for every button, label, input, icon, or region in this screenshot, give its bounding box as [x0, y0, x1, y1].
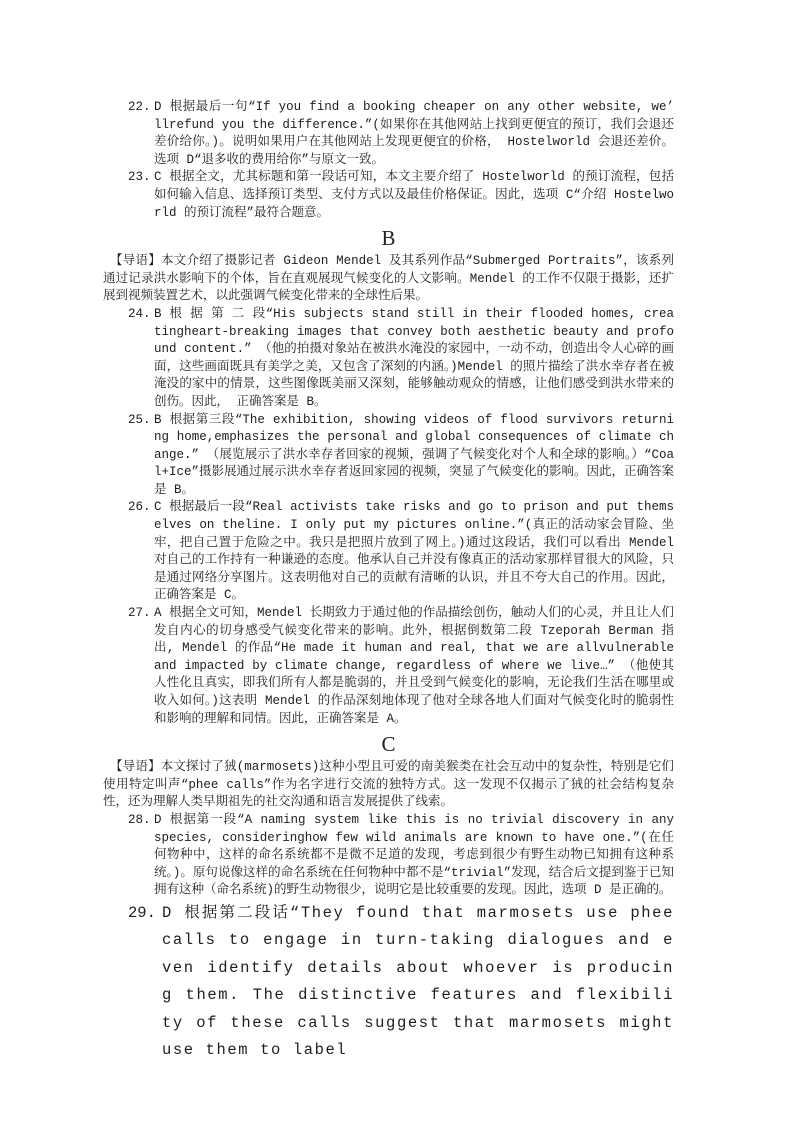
item-body-text: C 根据全文，尤其标题和第一段话可知，本文主要介绍了 Hostelworld 的预订流程，包括如何输入信息、选择预订类型、支付方式以及最佳价格保证。因此，选项 C“介绍 Hostelworld 的预订流程”最符合题意。	[154, 170, 674, 220]
answer-explanation-item	[103, 169, 674, 222]
item-number: 25.	[128, 412, 151, 427]
answer-explanation-item	[103, 812, 674, 900]
item-body-text: D 根据第一段“A naming system like this is no trivial discovery in any species, consideringhow few wild animals are known to have one.”(在任何物种中，这样的命名系统都不是微不足道的发现，考虑到很少有野生动物已知拥有这种系统。)。原句说像这样的命名系统在任何物种中都不是“trivial”发现，结合后文提到鉴于已知拥有这种（命名系统)的野生动物很少，说明它是比较重要的发现。因此，选项 D 是正确的。	[154, 812, 674, 898]
answer-explanation-item	[103, 499, 674, 605]
item-body-text: A 根据全文可知，Mendel 长期致力于通过他的作品描绘创伤，触动人们的心灵，并且让人们发自内心的切身感受气候变化带来的影响。此外，根据倒数第二段 Tzeporah Berman 指出, Mendel 的作品“He made it human and real, that we are allvulnerable and impacted by climate change, regardless of where we live…” （他使其人性化且真实，即我们所有人都是脆弱的，并且受到气候变化的影响，无论我们生活在哪里或收入如何。)这表明 Mendel 的作品深刻地体现了他对全球各地人们面对气候变化时的脆弱性和影响的理解和同情。因此，正确答案是 A。	[154, 606, 674, 726]
intro-text: 【导语】本文探讨了狨(marmosets)这种小型且可爱的南美猴类在社会互动中的复杂性，特别是它们使用特定叫声“phee calls”作为名字进行交流的独特方式。这一发现不仅揭示了狨的社会结构复杂性，还为理解人类早期祖先的社交沟通和语言发展提供了线索。	[103, 760, 674, 810]
intro-paragraph	[103, 253, 674, 306]
item-number: 26.	[128, 500, 151, 515]
item-number: 28.	[128, 812, 151, 827]
section-label: B	[381, 226, 396, 251]
item-number: 24.	[128, 306, 151, 321]
item-body-text: D 根据第二段话“They found that marmosets use phee calls to engage in turn-taking dialogues and even identify details about whoever is producing them. The distinctive features and flexibility of these calls suggest that marmosets might use them to label	[162, 903, 674, 1060]
item-body-text: D 根据最后一句“If you find a booking cheaper on any other website, we’ llrefund you the difference.”(如果你在其他网站上找到更便宜的预订，我们会退还差价给你。)。说明如果用户在其他网站上发现更便宜的价格， Hostelworld 会退还差价。选项 D“退多收的费用给你”与原文一致。	[154, 100, 674, 167]
item-body-text: B 根据第三段“The exhibition, showing videos of flood survivors returning home,emphasizes the personal and global consequences of climate change.” （展览展示了洪水幸存者回家的视频，强调了气候变化对个人和全球的影响。）“Coal+Ice”摄影展通过展示洪水幸存者返回家园的视频，突显了气候变化的影响。因此，正确答案是 B。	[154, 412, 675, 497]
intro-paragraph	[103, 759, 674, 812]
item-number: 29.	[128, 903, 156, 922]
item-number: 23.	[128, 170, 151, 185]
section-label: C	[381, 732, 396, 757]
section-header	[103, 731, 674, 757]
item-number: 22.	[128, 100, 151, 114]
section-header	[103, 225, 674, 251]
item-body-text: B 根 据 第 二 段“His subjects stand still in their flooded homes, creatingheart-breaking images that convey both aesthetic beauty and profound content.” （他的拍摄对象站在被洪水淹没的家园中，一动不动，创造出令人心碎的画面，这些画面既具有美学之美，又包含了深刻的内涵。)Mendel 的照片描绘了洪水幸存者在被淹没的家中的情景，这些图像既美丽又深刻，能够触动观众的情感，让他们感受到洪水带来的创伤。因此， 正确答案是 B。	[154, 306, 674, 409]
intro-text: 【导语】本文介绍了摄影记者 Gideon Mendel 及其系列作品“Submerged Portraits”，该系列通过记录洪水影响下的个体，旨在直观展现气候变化的人文影响。Mendel 的工作不仅限于摄影，还扩展到视频装置艺术，以此强调气候变化带来的全球性后果。	[103, 254, 674, 304]
item-number: 27.	[128, 606, 151, 621]
answer-explanation-item	[103, 900, 674, 1065]
answer-explanation-item	[103, 605, 674, 728]
answer-explanation-item	[103, 306, 674, 412]
answer-explanation-item	[103, 99, 674, 169]
answer-explanation-item	[103, 412, 674, 500]
item-body-text: C 根据最后一段“Real activists take risks and go to prison and put themselves on theline. I only put my pictures online.”(真正的活动家会冒险、坐牢，把自己置于危险之中。我只是把照片放到了网上。)通过这段话，我们可以看出 Mendel 对自己的工作持有一种谦逊的态度。他承认自己并没有像真正的活动家那样冒很大的风险，只是通过网络分享图片。这表明他对自己的贡献有清晰的认识，并且不夸大自己的作用。因此，正确答案是 C。	[154, 500, 674, 603]
